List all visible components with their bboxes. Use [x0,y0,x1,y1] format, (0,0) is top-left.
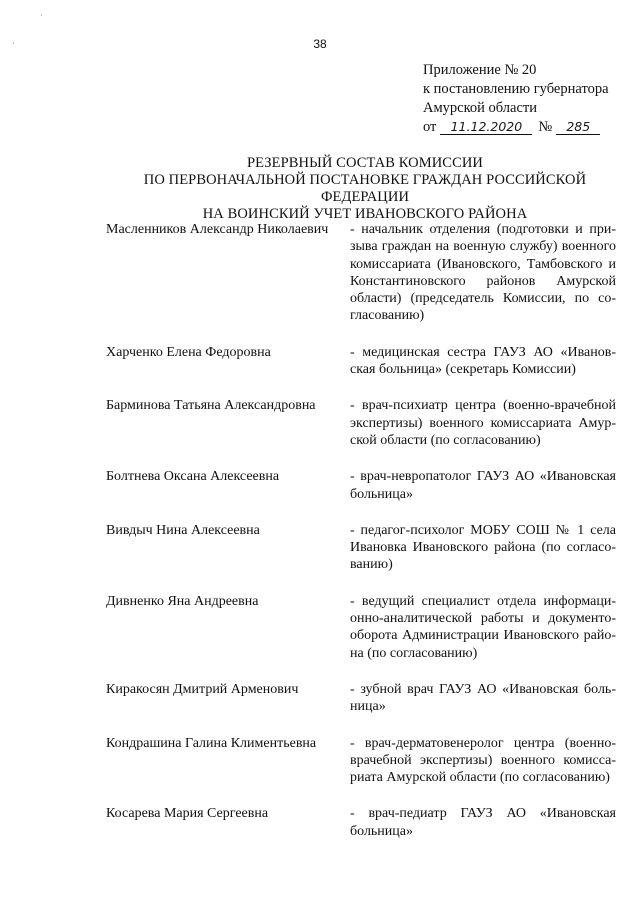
appendix-line-3: Амурской области [423,100,537,116]
member-row [106,681,616,716]
title-line-1: РЕЗЕРВНЫЙ СОСТАВ КОМИССИИ [247,155,483,171]
page-number: 38 [313,37,327,51]
member-role: - врач-психиатр центра (военно-врачебной экспертизы) военного комиссариата Амурской области (по согласованию) [350,398,616,448]
member-name: Харченко Елена Федоровна [106,344,271,360]
member-row [106,344,616,379]
member-name: Дивненко Яна Андреевна [106,593,259,609]
handwritten-date: 11.12.2020 [440,119,532,135]
member-name: Болтнева Оксана Алексеевна [106,469,280,485]
member-role: - врач-педиатр ГАУЗ АО «Ивановская больница» [350,806,616,839]
member-row [106,805,616,840]
date-prefix: от [423,119,437,135]
member-row [106,522,616,574]
appendix-header [423,61,633,137]
member-role: - врач-дерматовенеролог центра (военноврачебной экспертизы) военного комиссариата Амурской области (по согласованию) [350,735,616,786]
title-line-2: ПО ПЕРВОНАЧАЛЬНОЙ ПОСТАНОВКЕ ГРАЖДАН РОССИЙСКОЙ ФЕДЕРАЦИИ [143,172,587,205]
member-role: - начальник отделения (подготовки и призыва граждан на военную службу) военного комиссариата (Ивановского, Тамбовского и Константиновского районов Амурской области) (председатель Комиссии, по согласованию) [350,222,616,324]
member-row [106,468,616,503]
scan-dot-mark: · [12,39,15,48]
member-role: - врач-невропатолог ГАУЗ АО «Ивановская больница» [350,469,616,502]
member-name: Вивдыч Нина Алексеевна [106,522,260,538]
member-name: Киракосян Дмитрий Арменович [106,681,299,697]
member-name: Масленников Александр Николаевич [106,222,329,237]
member-row [106,593,616,662]
member-name: Кондрашина Галина Климентьевна [106,735,317,751]
member-name: Косарева Мария Сергеевна [106,806,269,822]
member-row [106,221,616,325]
appendix-date-number-line [423,118,633,137]
appendix-line-1: Приложение № 20 [423,62,537,78]
member-role: - педагог-психолог МОБУ СОШ № 1 села Ивановка Ивановского района (по согласованию) [350,522,616,573]
handwritten-number: 285 [556,119,600,135]
title-line-3: НА ВОИНСКИЙ УЧЕТ ИВАНОВСКОГО РАЙОНА [202,206,528,222]
member-role: - зубной врач ГАУЗ АО «Ивановская больница» [350,681,616,715]
members-list [106,221,616,840]
member-row [106,735,616,787]
number-prefix: № [538,119,553,135]
document-title [100,155,630,223]
member-role: - ведущий специалист отдела информационно-аналитической работы и документооборота Администрации Ивановского района (по согласованию) [350,593,616,661]
member-row [106,397,616,449]
member-name: Барминова Татьяна Александровна [106,398,316,414]
appendix-line-2: к постановлению губернатора [423,81,609,97]
member-role: - медицинская сестра ГАУЗ АО «Ивановская больница» (секретарь Комиссии) [350,344,616,378]
scan-dot-mark: · [40,11,43,20]
